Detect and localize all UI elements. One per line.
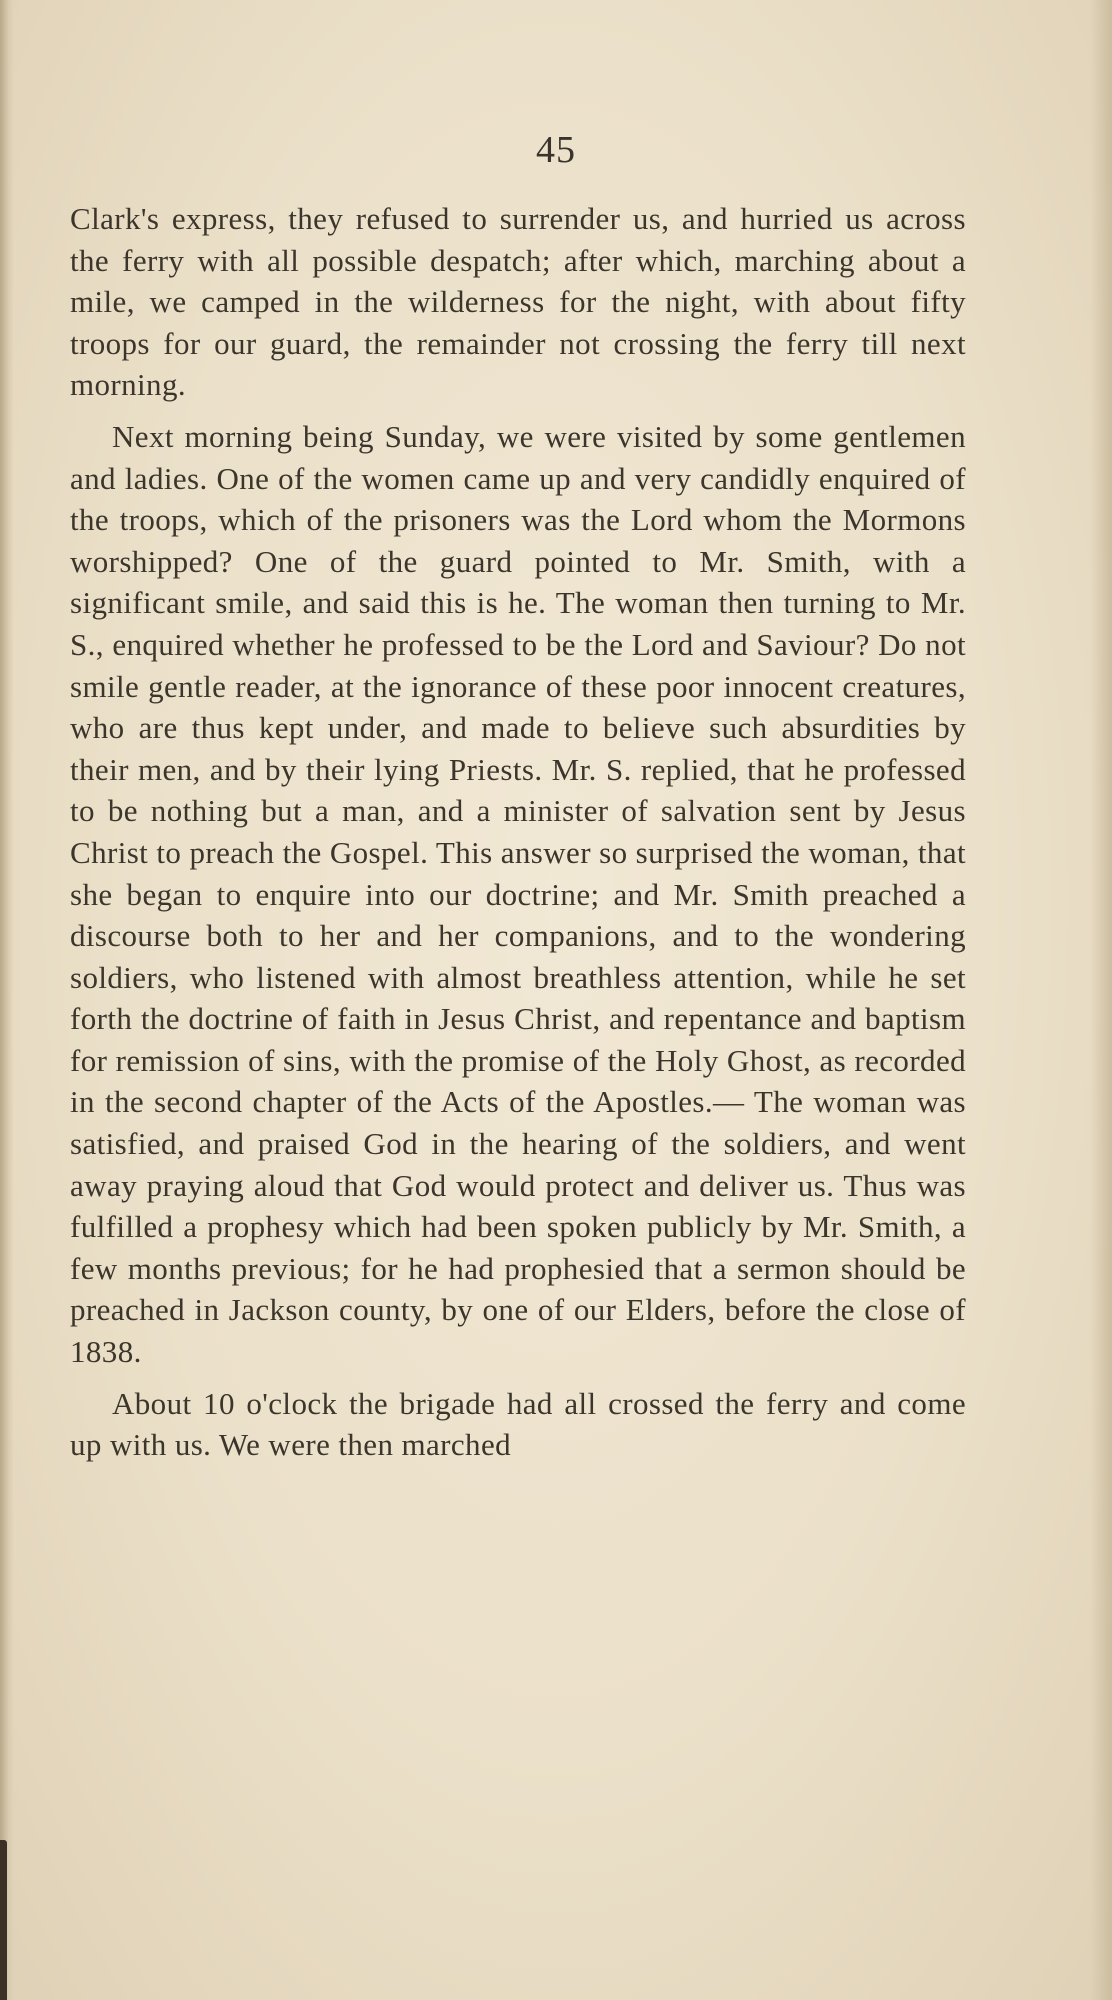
page-body	[70, 198, 966, 1466]
binding-edge	[0, 0, 14, 2000]
paragraph-3: About 10 o'clock the brigade had all crossed the ferry and come up with us. We were then marched	[70, 1385, 966, 1463]
paragraph-1: Clark's express, they refused to surrender us, and hurried us across the ferry with all possible despatch; after which, marching about a mile, we camped in the wilderness for the night, with about fifty troops for our guard, the remainder not crossing the ferry till next morning.	[70, 201, 966, 403]
paragraph-2: Next morning being Sunday, we were visited by some gentlemen and ladies. One of the women came up and very candidly enquired of the troops, which of the prisoners was the Lord whom the Mormons worshipped? One of the guard pointed to Mr. Smith, with a significant smile, and said this is he. The woman then turning to Mr. S., enquired whether he professed to be the Lord and Saviour? Do not smile gentle reader, at the ignorance of these poor innocent creatures, who are thus kept under, and made to believe such absurdities by their men, and by their lying Priests. Mr. S. replied, that he professed to be nothing but a man, and a minister of salvation sent by Jesus Christ to preach the Gospel. This answer so surprised the woman, that she began to enquire into our doctrine; and Mr. Smith preached a discourse both to her and her companions, and to the wondering soldiers, who listened with almost breathless attention, while he set forth the doctrine of faith in Jesus Christ, and repentance and baptism for remission of sins, with the promise of the Holy Ghost, as recorded in the second chapter of the Acts of the Apostles.— The woman was satisfied, and praised God in the hearing of the soldiers, and went away praying aloud that God would protect and deliver us. Thus was fulfilled a prophesy which had been spoken publicly by Mr. Smith, a few months previous; for he had prophesied that a sermon should be preached in Jackson county, by one of our Elders, before the close of 1838.	[70, 418, 966, 1370]
binding-shadow	[0, 1840, 7, 2000]
page-edge-shadow	[1090, 0, 1112, 2000]
page-number: 45	[536, 129, 576, 171]
